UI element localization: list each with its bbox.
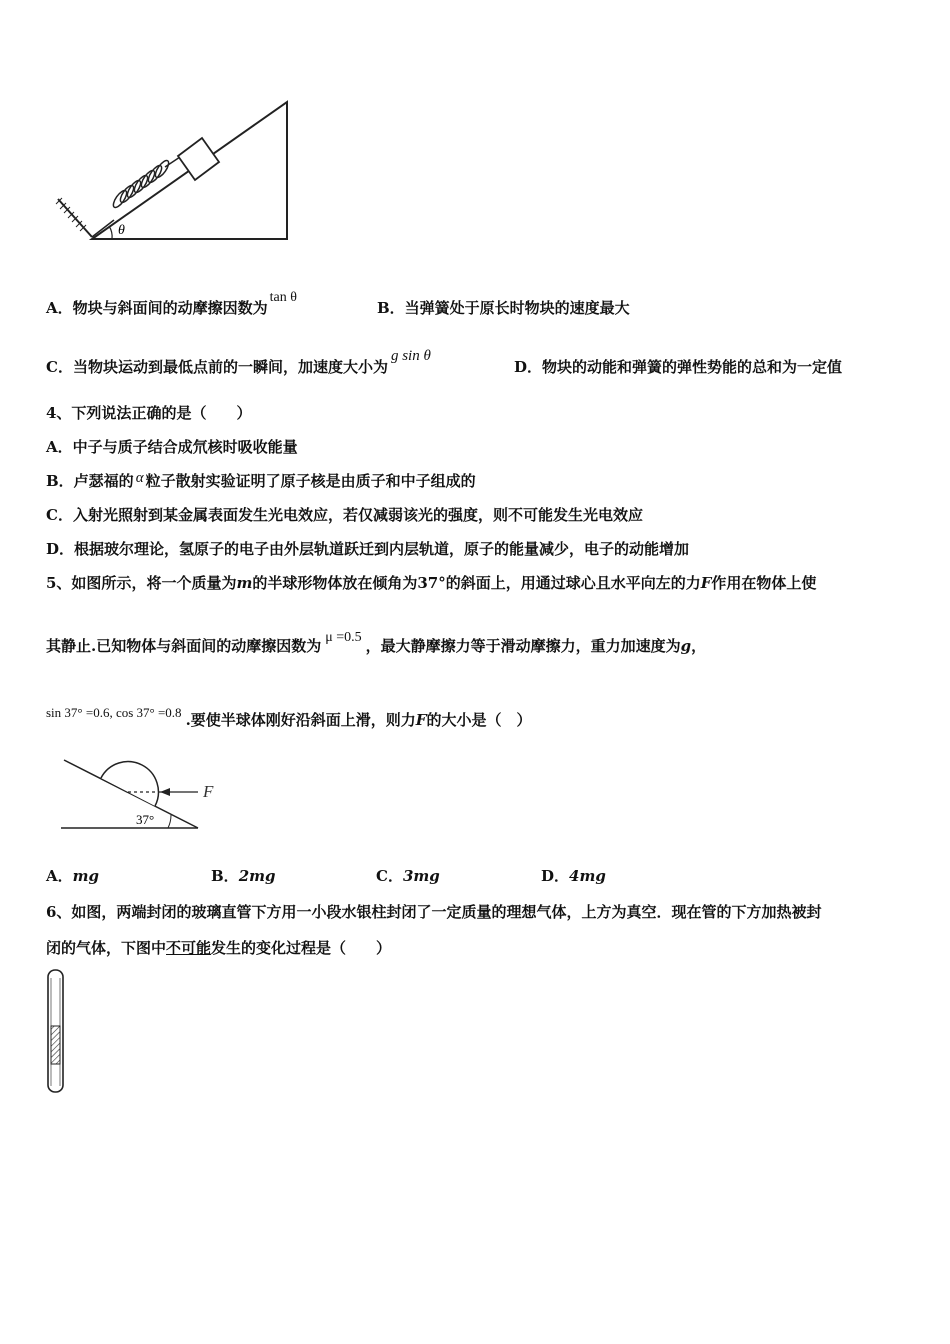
- q5-line1-F: F: [700, 574, 712, 592]
- q5-line2-b: ，最大静摩擦力等于滑动摩擦力，重力加速度为: [365, 637, 681, 655]
- q6-line2-underlined: 不可能: [166, 939, 212, 957]
- q5-line3-F: F: [415, 711, 427, 729]
- glass-tube-figure: [44, 968, 68, 1096]
- q3-option-c-text: C．当物块运动到最低点前的一瞬间，加速度大小为: [46, 358, 388, 376]
- q6-line2-b: 发生的变化过程是（ ）: [211, 939, 392, 957]
- q5-trig-values: sin 37° =0.6, cos 37° =0.8: [46, 705, 182, 720]
- q5-option-b-value: 2mg: [238, 867, 276, 885]
- q5-option-d-label: D．: [541, 867, 570, 885]
- q5-option-a-label: A．: [46, 867, 73, 885]
- q5-option-d: [541, 866, 606, 886]
- force-arrow-head: [160, 788, 170, 796]
- q3-option-c: [46, 348, 431, 378]
- q6-stem-line2: [46, 938, 391, 958]
- q5-stem-line2: [46, 630, 707, 658]
- q5-line2-a: 其静止.已知物体与斜面间的动摩擦因数为: [46, 637, 322, 655]
- q5-line3-b: 的大小是（ ）: [426, 711, 532, 729]
- q5-option-c: [376, 866, 440, 886]
- q3-option-a-text: A．物块与斜面间的动摩擦因数为: [46, 299, 268, 317]
- q6-stem-line1: 6、如图，两端封闭的玻璃直管下方用一小段水银柱封闭了一定质量的理想气体，上方为真空．现在管的下方加热被封: [46, 903, 822, 921]
- q5-option-c-value: 3mg: [402, 867, 440, 885]
- q5-line2-g: g: [680, 637, 692, 655]
- q5-line1-c: 作用在物体上使: [711, 574, 817, 592]
- q3-option-b: B．当弹簧处于原长时物块的速度最大: [377, 299, 630, 317]
- q4-option-b: [46, 471, 476, 492]
- hemisphere-incline-figure: [56, 752, 226, 834]
- q4-option-b-post: 粒子散射实验证明了原子核是由质子和中子组成的: [145, 472, 476, 490]
- q5-stem-line1: [46, 573, 816, 593]
- q5-line1-a: 5、如图所示，将一个质量为: [46, 574, 237, 592]
- q4-option-c: C．入射光照射到某金属表面发生光电效应，若仅减弱该光的强度，则不可能发生光电效应: [46, 506, 643, 524]
- q4-stem: 4、下列说法正确的是（ ）: [46, 404, 252, 422]
- alpha-symbol: α: [135, 470, 144, 486]
- q3-option-c-math: g sin θ: [390, 348, 431, 364]
- q4-option-d: D．根据玻尔理论，氢原子的电子由外层轨道跃迁到内层轨道，原子的能量减少，电子的动能增加: [46, 540, 690, 558]
- q3-option-a: [46, 290, 297, 320]
- q5-line1-m: m: [236, 574, 253, 592]
- theta-label: θ: [118, 223, 125, 238]
- incline-spring-figure: [52, 98, 297, 246]
- q3-option-a-math: tan θ: [269, 290, 297, 305]
- angle-arc: [109, 226, 112, 239]
- q4-option-b-pre: B．卢瑟福的: [46, 472, 134, 490]
- q5-line2-c: ，: [691, 637, 707, 655]
- wall-line: [58, 199, 92, 237]
- q5-stem-line3: [46, 705, 532, 731]
- q5-option-b-label: B．: [211, 867, 239, 885]
- q5-option-d-value: 4mg: [569, 867, 606, 885]
- q5-option-a-value: mg: [72, 867, 100, 885]
- force-label: F: [203, 782, 214, 801]
- angle-label: 37°: [136, 812, 155, 827]
- q3-option-d: D．物块的动能和弹簧的弹性势能的总和为一定值: [514, 358, 843, 376]
- q6-line2-a: 闭的气体，下图中: [46, 939, 167, 957]
- q5-option-b: [211, 866, 275, 886]
- q5-option-a: [46, 866, 99, 886]
- q5-line1-b: 的半球形物体放在倾角为37°的斜面上，用通过球心且水平向左的力: [252, 574, 701, 592]
- q4-option-a: A．中子与质子结合成氘核时吸收能量: [46, 438, 298, 456]
- q5-mu-value: μ =0.5: [325, 630, 362, 645]
- q5-option-c-label: C．: [376, 867, 403, 885]
- q5-line3-a: .要使半球体刚好沿斜面上滑，则力: [185, 711, 416, 729]
- mercury-column: [51, 1026, 60, 1064]
- angle-arc: [168, 815, 171, 828]
